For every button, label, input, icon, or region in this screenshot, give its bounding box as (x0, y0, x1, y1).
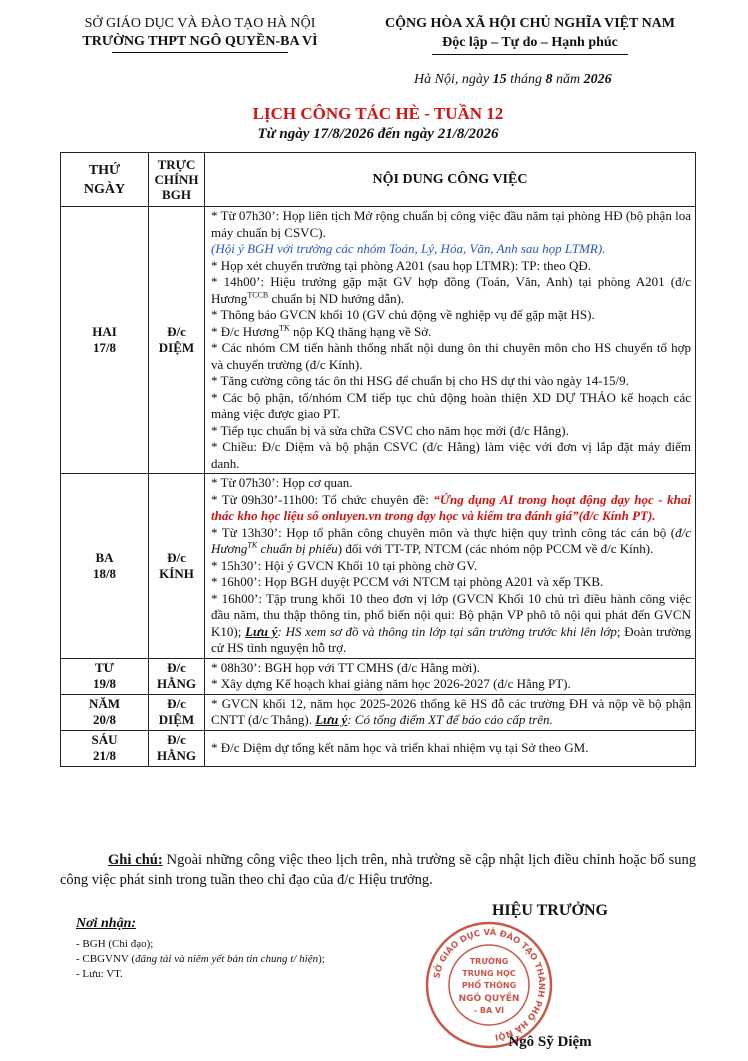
col-header-duty: TRỰC CHÍNH BGH (149, 153, 205, 207)
signer-name: Ngô Sỹ Diệm (508, 1034, 592, 1050)
seal-line: NGÔ QUYỀN (458, 994, 520, 1004)
row-content: * Từ 07h30’: Họp cơ quan. * Từ 09h30’-11h00: Tổ chức chuyên đề: “Ứng dụng AI trong hoạt động dạy học - khai thác kho học liệu số onluyen.vn trong dạy học và kiểm tra đánh giá”(đ/c Kính PT). * Từ 13h30’: Họp tổ phân công chuyên môn và thực hiện quy trình công tác cán bộ (đ/c Hương$^{TK}$ chuẩn bị phiếu) đối với TT-TP, NTCM (các nhóm nộp PCCM về đ/c Kính). * 15h30’: Hội ý GVCN Khối 10 tại phòng chờ GV. * 16h00’: Họp BGH duyệt PCCM với NTCM tại phòng A201 và xếp TKB. * 16h00’: Tập trung khối 10 theo đơn vị lớp (GVCN Khối 10 chủ trì điều hành công việc đầu năm, thu thập thông tin, phổ biến nội qui: Bộ phận VP phô tô nội qui phát đến GVCN K10); Lưu ý: HS xem sơ đồ và thông tin lớp tại sân trường trước khi lên lớp; Đoàn trường cử HS tình nguyện hỗ trợ. (205, 474, 696, 659)
motto: Độc lập – Tự do – Hạnh phúc (442, 35, 618, 50)
seal-line: PHỔ THÔNG (461, 981, 517, 990)
row-day: NĂM 20/8 (61, 694, 149, 730)
recipients-label: Nơi nhận: (76, 916, 137, 931)
page-title: LỊCH CÔNG TÁC HÈ - TUẦN 12 (252, 104, 504, 123)
seal-line: - BA VÌ (473, 1006, 505, 1015)
dept-name: SỞ GIÁO DỤC VÀ ĐÀO TẠO HÀ NỘI (84, 16, 316, 31)
document-date: Hà Nội, ngày 15 tháng 8 năm 2026 (414, 72, 612, 87)
row-day: BA 18/8 (61, 474, 149, 659)
recipient-item: - CBGVNV (đăng tải và niêm yết bản tin chung t/ hiện); (76, 953, 325, 965)
note-paragraph (60, 850, 696, 890)
school-underline (112, 52, 288, 53)
school-seal (424, 920, 554, 1050)
seal-line: TRƯỜNG (469, 957, 509, 966)
row-day: HAI 17/8 (61, 207, 149, 474)
seal-line: TRUNG HỌC (462, 969, 516, 978)
school-name: TRƯỜNG THPT NGÔ QUYỀN-BA VÌ (82, 34, 318, 49)
row-day: SÁU 21/8 (61, 730, 149, 766)
row-duty: Đ/c DIỆM (149, 207, 205, 474)
note-text: Ngoài những công việc theo lịch trên, nhà trường sẽ cập nhật lịch điều chỉnh hoặc bổ sung công việc phát sinh trong tuần theo chỉ đạo của đ/c Hiệu trưởng. (60, 852, 697, 888)
seal-outer-text: SỞ GIÁO DỤC VÀ ĐÀO TẠO THÀNH PHỐ HÀ NỘI (432, 927, 547, 1042)
table-row (61, 694, 696, 730)
row-content: * GVCN khối 12, năm học 2025-2026 thống kê HS đỗ các trường ĐH và nộp về bộ phận CNTT (đ/c Thắng). Lưu ý: Có tổng điểm XT để báo cáo cấp trên. (205, 694, 696, 730)
recipients (76, 916, 396, 980)
row-duty: Đ/c DIỆM (149, 694, 205, 730)
note-label: Ghi chú: (108, 852, 163, 868)
table-row (61, 207, 696, 474)
table-row (61, 658, 696, 694)
row-day: TƯ 19/8 (61, 658, 149, 694)
table-row (61, 474, 696, 659)
motto-underline (432, 54, 628, 55)
recipient-item: - Lưu: VT. (76, 968, 123, 980)
row-duty: Đ/c KÍNH (149, 474, 205, 659)
row-content: * Từ 07h30’: Họp liên tịch Mở rộng chuẩn bị công việc đầu năm tại phòng HĐ (bộ phận loa máy chuẩn bị CSVC). (Hội ý BGH với trưởng các nhóm Toán, Lý, Hóa, Văn, Anh sau họp LTMR). * Họp xét chuyển trường tại phòng A201 (sau họp LTMR): TP: theo QĐ. * 14h00’: Hiệu trưởng gặp mặt GV hợp đồng (Toán, Văn, Anh) tại phòng A201 (đ/c Hương$^{TCCB}$ chuẩn bị ND hướng dẫn). * Thông báo GVCN khối 10 (GV chủ động về nghiệp vụ để gặp mặt HS). * Đ/c Hương$^{TK}$ nộp KQ thăng hạng về Sở. * Các nhóm CM tiến hành thống nhất nội dung ôn thi chuyên môn cho HS chuyển tổ hợp và chuyển trường (đ/c Kính). * Tăng cường công tác ôn thi HSG để chuẩn bị cho HS dự thi vào ngày 14-15/9. * Các bộ phận, tổ/nhóm CM tiếp tục chủ động hoàn thiện XD DỰ THẢO kế hoạch các mảng việc được giao PT. * Tiếp tục chuẩn bị và sửa chữa CSVC cho năm học mới (đ/c Hằng). * Chiều: Đ/c Diệm và bộ phận CSVC (đ/c Hằng) làm việc với đơn vị lắp đặt máy điểm danh. (205, 207, 696, 474)
col-header-content: NỘI DUNG CÔNG VIỆC (205, 153, 696, 207)
row-content: * 08h30’: BGH họp với TT CMHS (đ/c Hằng mời). * Xây dựng Kế hoạch khai giảng năm học 2026-2027 (đ/c Hằng PT). (205, 658, 696, 694)
row-duty: Đ/c HẰNG (149, 658, 205, 694)
row-content: * Đ/c Diệm dự tổng kết năm học và triển khai nhiệm vụ tại Sở theo GM. (205, 730, 696, 766)
table-row (61, 730, 696, 766)
table-header-row (61, 153, 696, 207)
schedule-table (60, 152, 696, 767)
recipient-item: - BGH (Chỉ đạo); (76, 938, 154, 950)
signature-role: HIỆU TRƯỞNG (491, 902, 608, 919)
row-duty: Đ/c HẰNG (149, 730, 205, 766)
country-name: CỘNG HÒA XÃ HỘI CHỦ NGHĨA VIỆT NAM (384, 16, 675, 31)
col-header-day: THỨ NGÀY (61, 153, 149, 207)
page-subtitle: Từ ngày 17/8/2026 đến ngày 21/8/2026 (257, 126, 499, 142)
